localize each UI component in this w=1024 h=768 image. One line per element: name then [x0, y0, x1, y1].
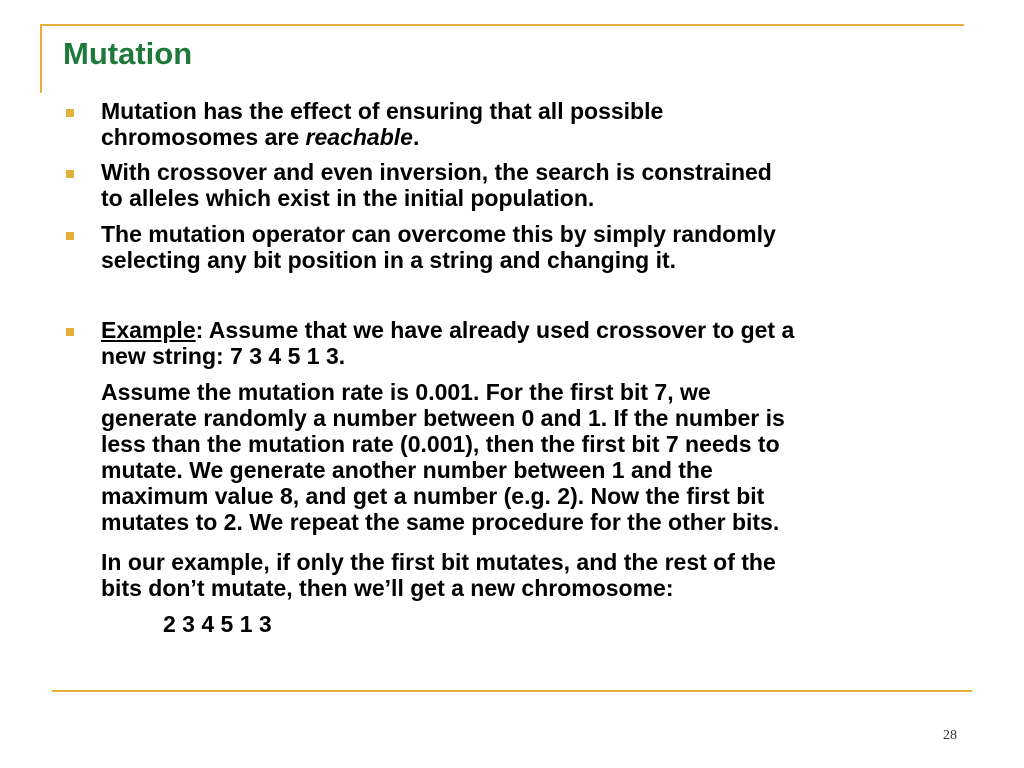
slide-title: Mutation [63, 36, 193, 71]
reachable-emphasis: reachable [305, 124, 413, 150]
left-divider [40, 24, 42, 93]
bottom-divider [52, 690, 972, 692]
bullet-text-1 [101, 98, 971, 150]
square-bullet-icon [66, 328, 74, 336]
square-bullet-icon [66, 109, 74, 117]
bullet-text-2: With crossover and even inversion, the search is constrained to alleles which exist in the initial population. [101, 159, 772, 211]
bullet-text-1-end: . [412, 124, 420, 150]
conclusion-paragraph: In our example, if only the first bit mutates, and the rest of the bits don’t mutate, then we’ll get a new chromosome: [101, 549, 776, 601]
bullet-text-1-start: Mutation has the effect of ensuring that all possible chromosomes are [101, 98, 664, 150]
example-text: : Assume that we have already used crossover to get a new string: 7 3 4 5 1 3. [101, 317, 795, 369]
example-label: Example [101, 317, 196, 343]
explanation-paragraph: Assume the mutation rate is 0.001. For the first bit 7, we generate randomly a number between 0 and 1. If the number is less than the mutation rate (0.001), then the first bit 7 needs to mutate. We generate another number between 1 and the maximum value 8, and get a number (e.g. 2). Now the first bit mutates to 2. We repeat the same procedure for the other bits. [101, 379, 785, 535]
result-chromosome: 2 3 4 5 1 3 [163, 611, 272, 637]
page-number: 28 [943, 728, 957, 743]
bullet-text-4 [101, 317, 971, 369]
square-bullet-icon [66, 170, 74, 178]
top-divider [40, 24, 964, 26]
square-bullet-icon [66, 232, 74, 240]
bullet-text-3: The mutation operator can overcome this by simply randomly selecting any bit position in a string and changing it. [101, 221, 776, 273]
